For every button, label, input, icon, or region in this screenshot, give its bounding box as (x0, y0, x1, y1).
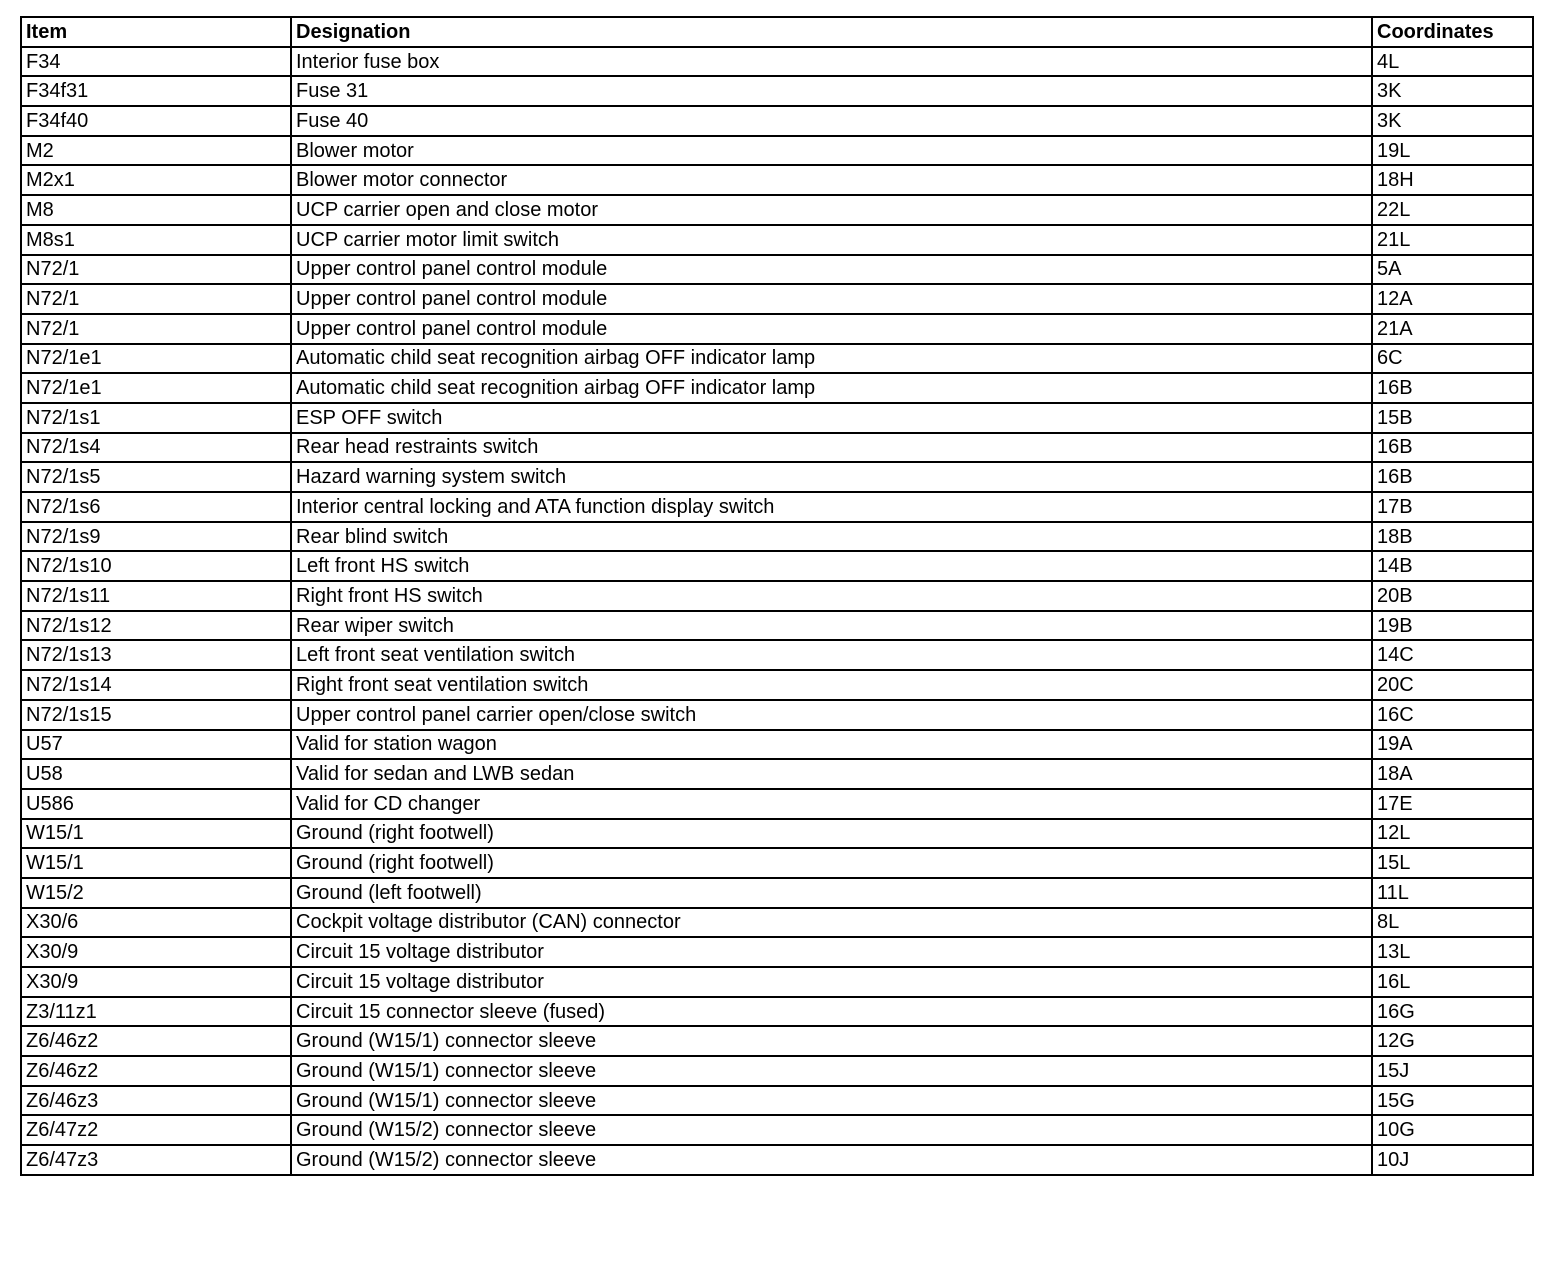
cell-item: M2x1 (21, 165, 291, 195)
cell-coordinates: 16B (1372, 433, 1533, 463)
cell-designation: Hazard warning system switch (291, 462, 1372, 492)
cell-coordinates: 13L (1372, 937, 1533, 967)
table-row (21, 344, 1533, 374)
table-row (21, 611, 1533, 641)
cell-designation: Left front HS switch (291, 551, 1372, 581)
cell-item: N72/1s4 (21, 433, 291, 463)
table-row (21, 314, 1533, 344)
cell-item: N72/1s14 (21, 670, 291, 700)
table-row (21, 225, 1533, 255)
cell-item: M2 (21, 136, 291, 166)
cell-coordinates: 16B (1372, 373, 1533, 403)
cell-coordinates: 15G (1372, 1086, 1533, 1116)
cell-designation: Valid for station wagon (291, 730, 1372, 760)
cell-item: F34f31 (21, 76, 291, 106)
cell-designation: Circuit 15 voltage distributor (291, 937, 1372, 967)
cell-item: U586 (21, 789, 291, 819)
cell-item: N72/1s13 (21, 640, 291, 670)
header-row (21, 17, 1533, 47)
cell-item: N72/1s5 (21, 462, 291, 492)
cell-coordinates: 14B (1372, 551, 1533, 581)
cell-item: N72/1s9 (21, 522, 291, 552)
cell-coordinates: 21L (1372, 225, 1533, 255)
cell-coordinates: 15L (1372, 848, 1533, 878)
cell-coordinates: 12G (1372, 1026, 1533, 1056)
cell-coordinates: 16L (1372, 967, 1533, 997)
cell-coordinates: 12L (1372, 819, 1533, 849)
header-item: Item (21, 17, 291, 47)
table-row (21, 1145, 1533, 1175)
cell-coordinates: 15B (1372, 403, 1533, 433)
cell-item: W15/2 (21, 878, 291, 908)
table-row (21, 522, 1533, 552)
cell-item: Z3/11z1 (21, 997, 291, 1027)
cell-designation: Valid for CD changer (291, 789, 1372, 819)
cell-item: U58 (21, 759, 291, 789)
cell-designation: Circuit 15 voltage distributor (291, 967, 1372, 997)
table-row (21, 670, 1533, 700)
cell-designation: Upper control panel control module (291, 255, 1372, 285)
table-row (21, 1056, 1533, 1086)
table-row (21, 462, 1533, 492)
cell-item: F34 (21, 47, 291, 77)
cell-item: Z6/46z3 (21, 1086, 291, 1116)
cell-designation: Ground (W15/2) connector sleeve (291, 1145, 1372, 1175)
table-row (21, 878, 1533, 908)
cell-designation: Rear wiper switch (291, 611, 1372, 641)
cell-coordinates: 19B (1372, 611, 1533, 641)
table-body (21, 47, 1533, 1175)
cell-designation: Ground (W15/1) connector sleeve (291, 1056, 1372, 1086)
cell-coordinates: 8L (1372, 908, 1533, 938)
cell-designation: Fuse 31 (291, 76, 1372, 106)
table-row (21, 373, 1533, 403)
cell-coordinates: 18B (1372, 522, 1533, 552)
cell-item: N72/1 (21, 314, 291, 344)
cell-coordinates: 5A (1372, 255, 1533, 285)
table-row (21, 967, 1533, 997)
table-row (21, 165, 1533, 195)
cell-designation: Right front seat ventilation switch (291, 670, 1372, 700)
table-row (21, 908, 1533, 938)
cell-item: N72/1s15 (21, 700, 291, 730)
table-row (21, 136, 1533, 166)
cell-coordinates: 10J (1372, 1145, 1533, 1175)
cell-designation: Right front HS switch (291, 581, 1372, 611)
cell-designation: Interior central locking and ATA function display switch (291, 492, 1372, 522)
cell-coordinates: 14C (1372, 640, 1533, 670)
cell-item: M8 (21, 195, 291, 225)
cell-item: M8s1 (21, 225, 291, 255)
cell-item: Z6/47z3 (21, 1145, 291, 1175)
cell-designation: UCP carrier motor limit switch (291, 225, 1372, 255)
table-row (21, 997, 1533, 1027)
cell-designation: Blower motor (291, 136, 1372, 166)
table-row (21, 403, 1533, 433)
cell-coordinates: 20C (1372, 670, 1533, 700)
cell-coordinates: 3K (1372, 76, 1533, 106)
cell-item: Z6/46z2 (21, 1026, 291, 1056)
cell-coordinates: 16C (1372, 700, 1533, 730)
cell-designation: UCP carrier open and close motor (291, 195, 1372, 225)
cell-designation: Circuit 15 connector sleeve (fused) (291, 997, 1372, 1027)
cell-coordinates: 6C (1372, 344, 1533, 374)
cell-coordinates: 16G (1372, 997, 1533, 1027)
cell-item: N72/1s11 (21, 581, 291, 611)
table-row (21, 730, 1533, 760)
cell-item: X30/6 (21, 908, 291, 938)
cell-coordinates: 17E (1372, 789, 1533, 819)
cell-coordinates: 18A (1372, 759, 1533, 789)
cell-item: N72/1 (21, 255, 291, 285)
cell-designation: Left front seat ventilation switch (291, 640, 1372, 670)
cell-coordinates: 17B (1372, 492, 1533, 522)
table-row (21, 937, 1533, 967)
table-row (21, 106, 1533, 136)
table-row (21, 1086, 1533, 1116)
cell-designation: ESP OFF switch (291, 403, 1372, 433)
cell-item: N72/1 (21, 284, 291, 314)
cell-designation: Ground (W15/1) connector sleeve (291, 1086, 1372, 1116)
cell-coordinates: 11L (1372, 878, 1533, 908)
cell-item: Z6/47z2 (21, 1115, 291, 1145)
cell-item: W15/1 (21, 819, 291, 849)
cell-item: U57 (21, 730, 291, 760)
cell-designation: Cockpit voltage distributor (CAN) connector (291, 908, 1372, 938)
cell-item: N72/1s12 (21, 611, 291, 641)
cell-designation: Valid for sedan and LWB sedan (291, 759, 1372, 789)
cell-designation: Blower motor connector (291, 165, 1372, 195)
table-row (21, 195, 1533, 225)
cell-designation: Automatic child seat recognition airbag OFF indicator lamp (291, 373, 1372, 403)
cell-item: X30/9 (21, 967, 291, 997)
table-row (21, 492, 1533, 522)
cell-designation: Ground (W15/1) connector sleeve (291, 1026, 1372, 1056)
cell-designation: Ground (right footwell) (291, 819, 1372, 849)
cell-coordinates: 18H (1372, 165, 1533, 195)
cell-item: W15/1 (21, 848, 291, 878)
cell-designation: Rear head restraints switch (291, 433, 1372, 463)
table-row (21, 551, 1533, 581)
cell-designation: Upper control panel carrier open/close switch (291, 700, 1372, 730)
cell-designation: Ground (left footwell) (291, 878, 1372, 908)
table-row (21, 640, 1533, 670)
header-coordinates: Coordinates (1372, 17, 1533, 47)
cell-coordinates: 21A (1372, 314, 1533, 344)
header-designation: Designation (291, 17, 1372, 47)
cell-designation: Upper control panel control module (291, 284, 1372, 314)
cell-designation: Interior fuse box (291, 47, 1372, 77)
cell-designation: Automatic child seat recognition airbag OFF indicator lamp (291, 344, 1372, 374)
cell-coordinates: 3K (1372, 106, 1533, 136)
table-row (21, 1115, 1533, 1145)
cell-designation: Fuse 40 (291, 106, 1372, 136)
cell-item: F34f40 (21, 106, 291, 136)
table-row (21, 284, 1533, 314)
cell-designation: Ground (W15/2) connector sleeve (291, 1115, 1372, 1145)
cell-coordinates: 16B (1372, 462, 1533, 492)
cell-coordinates: 22L (1372, 195, 1533, 225)
cell-coordinates: 10G (1372, 1115, 1533, 1145)
table-row (21, 47, 1533, 77)
table-row (21, 848, 1533, 878)
table-row (21, 581, 1533, 611)
cell-item: X30/9 (21, 937, 291, 967)
cell-item: N72/1s1 (21, 403, 291, 433)
cell-coordinates: 19A (1372, 730, 1533, 760)
cell-item: N72/1s10 (21, 551, 291, 581)
table-row (21, 789, 1533, 819)
cell-coordinates: 20B (1372, 581, 1533, 611)
table-row (21, 1026, 1533, 1056)
cell-item: N72/1e1 (21, 373, 291, 403)
cell-coordinates: 19L (1372, 136, 1533, 166)
cell-coordinates: 12A (1372, 284, 1533, 314)
table-row (21, 433, 1533, 463)
table-row (21, 759, 1533, 789)
cell-designation: Ground (right footwell) (291, 848, 1372, 878)
cell-item: N72/1s6 (21, 492, 291, 522)
table-row (21, 255, 1533, 285)
cell-item: N72/1e1 (21, 344, 291, 374)
table-row (21, 819, 1533, 849)
cell-coordinates: 15J (1372, 1056, 1533, 1086)
table-row (21, 76, 1533, 106)
cell-coordinates: 4L (1372, 47, 1533, 77)
component-legend-table (20, 16, 1534, 1176)
cell-item: Z6/46z2 (21, 1056, 291, 1086)
table-row (21, 700, 1533, 730)
cell-designation: Rear blind switch (291, 522, 1372, 552)
cell-designation: Upper control panel control module (291, 314, 1372, 344)
